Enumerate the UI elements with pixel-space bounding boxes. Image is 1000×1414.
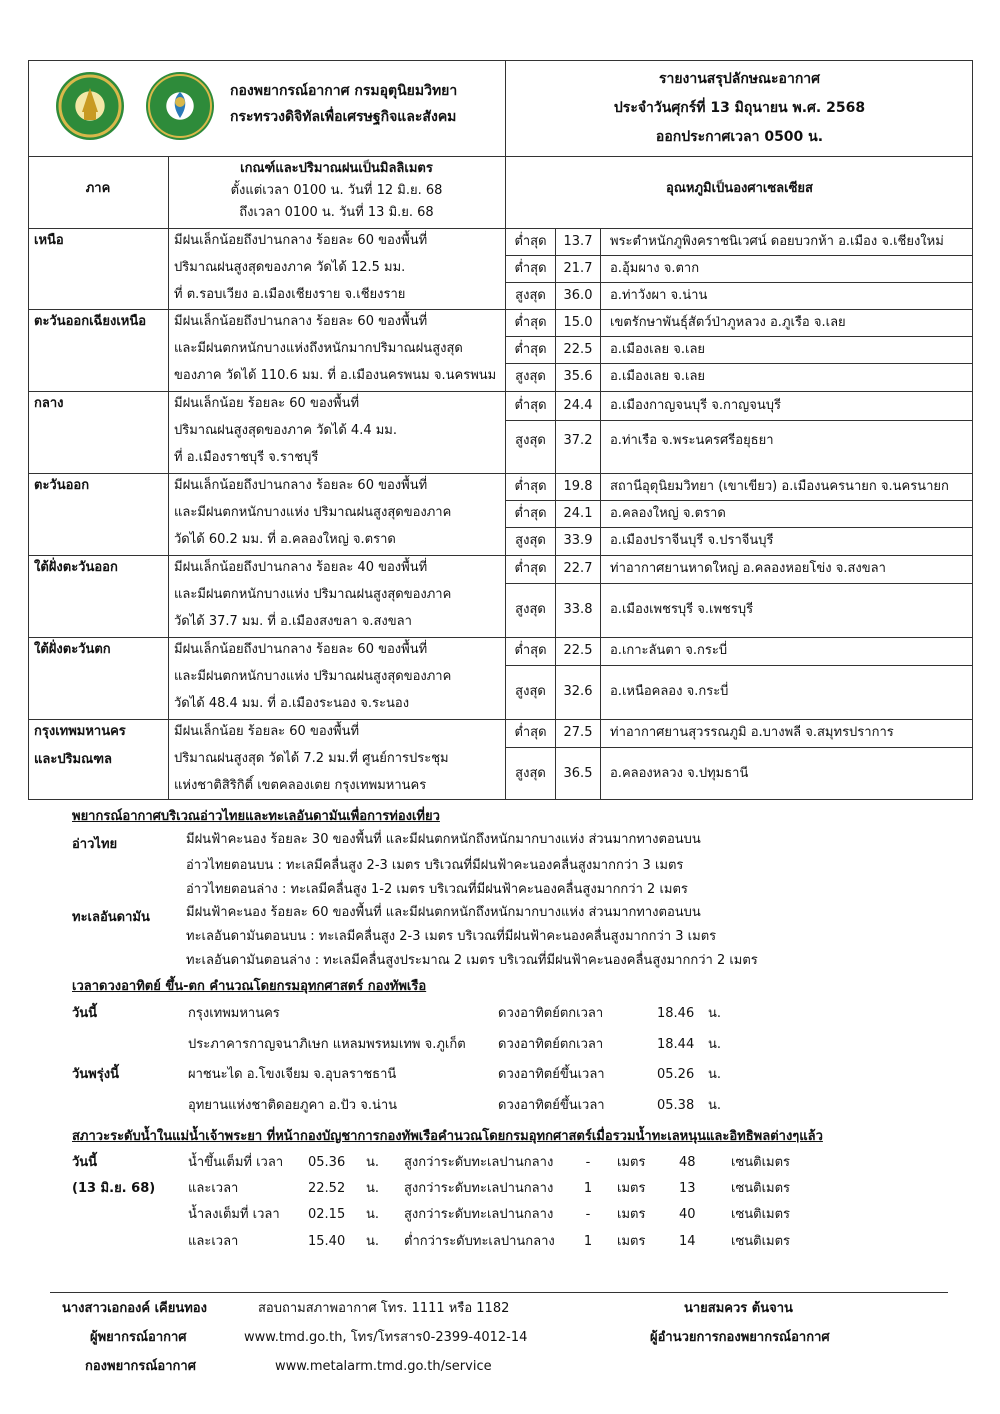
sun-time: 05.26	[657, 1067, 695, 1082]
temp-station: อ.เหนือคลอง จ.กระบี่	[610, 684, 729, 699]
region-name: ใต้ฝั่งตะวันออก	[34, 560, 118, 575]
temp-kind: สูงสุด	[515, 433, 546, 448]
sun-heading: เวลาดวงอาทิตย์ ขึ้น-ตก คำนวณโดยกรมอุทกศาสตร์ กองทัพเรือ	[72, 979, 427, 994]
col-region-header: ภาค	[85, 181, 111, 196]
gulf-label: อ่าวไทย	[72, 837, 118, 852]
rain-text: ที่ ต.รอบเวียง อ.เมืองเชียงราย จ.เชียงราย	[174, 287, 406, 302]
sun-event: ดวงอาทิตย์ขึ้นเวลา	[498, 1098, 605, 1113]
temp-kind: สูงสุด	[515, 766, 546, 781]
temp-kind: ต่ำสุด	[514, 261, 547, 276]
sun-unit: น.	[708, 1037, 722, 1052]
temp-kind: ต่ำสุด	[514, 725, 547, 740]
tide-time: 02.15	[308, 1207, 346, 1222]
tide-meters: -	[585, 1207, 591, 1222]
sun-place: ผาชนะได อ.โขงเจียม จ.อุบลราชธานี	[188, 1067, 397, 1082]
tide-cm: 48	[679, 1155, 696, 1170]
temp-value: 27.5	[563, 725, 593, 740]
rain-text: วัดได้ 48.4 มม. ที่ อ.เมืองระนอง จ.ระนอง	[174, 696, 410, 711]
sun-time: 18.46	[657, 1006, 695, 1021]
tide-time-unit: น.	[366, 1207, 380, 1222]
report-issue-time: ออกประกาศเวลา 0500 น.	[655, 129, 824, 145]
temp-kind: สูงสุด	[515, 684, 546, 699]
temp-value: 22.5	[563, 342, 593, 357]
rain-text: ของภาค วัดได้ 110.6 มม. ที่ อ.เมืองนครพนม จ.นครพนม	[174, 368, 497, 383]
temp-kind: ต่ำสุด	[514, 342, 547, 357]
region-name-line2: และปริมณฑล	[34, 752, 112, 767]
tide-heading: สภาวะระดับน้ำในแม่น้ำเจ้าพระยา ที่หน้ากองบัญชาการกองทัพเรือคำนวณโดยกรมอุทกศาสตร์เมื่อรวมน้ำทะเลหนุนและอิทธิพลต่างๆแล้ว	[72, 1129, 823, 1144]
org-line2: กระทรวงดิจิทัลเพื่อเศรษฐกิจและสังคม	[230, 109, 457, 125]
tide-relation: ต่ำกว่าระดับทะเลปานกลาง	[404, 1234, 555, 1249]
forecaster-dept: กองพยากรณ์อากาศ	[85, 1359, 196, 1374]
rain-text: มีฝนเล็กน้อยถึงปานกลาง ร้อยละ 60 ของพื้นที่	[174, 314, 428, 329]
temp-value: 36.0	[563, 288, 593, 303]
temp-value: 36.5	[563, 766, 593, 781]
tide-cm-unit: เซนติเมตร	[731, 1234, 791, 1249]
col-temp-header: อุณหภูมิเป็นองศาเซลเซียส	[666, 181, 813, 196]
sun-event: ดวงอาทิตย์ตกเวลา	[498, 1006, 604, 1021]
rain-text: และมีฝนตกหนักบางแห่ง ปริมาณฝนสูงสุดของภาค	[174, 669, 452, 684]
rain-text: วัดได้ 37.7 มม. ที่ อ.เมืองสงขลา จ.สงขลา	[174, 614, 412, 629]
temp-value: 24.1	[563, 506, 593, 521]
temp-value: 21.7	[563, 261, 593, 276]
region-name: ใต้ฝั่งตะวันตก	[34, 642, 111, 657]
sun-event: ดวงอาทิตย์ขึ้นเวลา	[498, 1067, 605, 1082]
region-name: ตะวันออก	[34, 478, 90, 493]
director-title: ผู้อำนวยการกองพยากรณ์อากาศ	[650, 1330, 830, 1345]
andaman-line: มีฝนฟ้าคะนอง ร้อยละ 60 ของพื้นที่ และมีฝนตกหนักถึงหนักมากบางแห่ง ส่วนมากทางตอนบน	[186, 905, 701, 920]
rain-text: มีฝนเล็กน้อย ร้อยละ 60 ของพื้นที่	[174, 396, 360, 411]
temp-value: 33.9	[563, 533, 593, 548]
rain-text: แห่งชาติสิริกิติ์ เขตคลองเตย กรุงเทพมหานคร	[174, 778, 427, 793]
temp-kind: สูงสุด	[515, 533, 546, 548]
temp-kind: ต่ำสุด	[514, 479, 547, 494]
rain-text: มีฝนเล็กน้อยถึงปานกลาง ร้อยละ 60 ของพื้นที่	[174, 233, 428, 248]
temp-station: อ.คลองใหญ่ จ.ตราด	[610, 506, 726, 521]
contact-web[interactable]: www.tmd.go.th, โทร/โทรสาร0-2399-4012-14	[244, 1330, 528, 1345]
tide-meters: -	[585, 1155, 591, 1170]
temp-station: อ.เกาะลันตา จ.กระบี่	[610, 643, 728, 658]
temp-value: 37.2	[563, 433, 593, 448]
andaman-line: ทะเลอันดามันตอนล่าง : ทะเลมีคลื่นสูงประมาณ 2 เมตร บริเวณที่มีฝนฟ้าคะนองคลื่นสูงมากกว่า 2 เมตร	[186, 953, 758, 968]
temp-value: 13.7	[563, 234, 593, 249]
tide-time-unit: น.	[366, 1155, 380, 1170]
tide-cm-unit: เซนติเมตร	[731, 1181, 791, 1196]
report-title: รายงานสรุปลักษณะอากาศ	[658, 71, 821, 87]
sun-event: ดวงอาทิตย์ตกเวลา	[498, 1037, 604, 1052]
sun-time: 18.44	[657, 1037, 695, 1052]
tide-meters-unit: เมตร	[617, 1155, 646, 1170]
tide-cm: 40	[679, 1207, 696, 1222]
tide-label: น้ำขึ้นเต็มที่ เวลา	[188, 1155, 284, 1170]
tide-label: น้ำลงเต็มที่ เวลา	[188, 1207, 280, 1222]
tide-meters-unit: เมตร	[617, 1181, 646, 1196]
tide-cm-unit: เซนติเมตร	[731, 1207, 791, 1222]
rain-text: มีฝนเล็กน้อยถึงปานกลาง ร้อยละ 40 ของพื้นที่	[174, 560, 428, 575]
gulf-line: อ่าวไทยตอนบน : ทะเลมีคลื่นสูง 2-3 เมตร บริเวณที่มีฝนฟ้าคะนองคลื่นสูงมากกว่า 3 เมตร	[186, 858, 684, 873]
temp-value: 19.8	[563, 479, 593, 494]
temp-value: 24.4	[563, 398, 593, 413]
temp-station: อ.เมืองเลย จ.เลย	[610, 342, 706, 357]
temp-value: 33.8	[563, 602, 593, 617]
region-name: กรุงเทพมหานคร	[34, 724, 126, 739]
rain-text: ปริมาณฝนสูงสุดของภาค วัดได้ 4.4 มม.	[174, 423, 397, 438]
temp-kind: สูงสุด	[515, 288, 546, 303]
rain-text: ปริมาณฝนสูงสุด วัดได้ 7.2 มม.ที่ ศูนย์การประชุม	[174, 751, 449, 766]
rain-text: มีฝนเล็กน้อย ร้อยละ 60 ของพื้นที่	[174, 724, 360, 739]
andaman-line: ทะเลอันดามันตอนบน : ทะเลมีคลื่นสูง 2-3 เมตร บริเวณที่มีฝนฟ้าคะนองคลื่นสูงมากกว่า 3 เมตร	[186, 929, 717, 944]
temp-station: เขตรักษาพันธุ์สัตว์ป่าภูหลวง อ.ภูเรือ จ.เลย	[610, 315, 846, 330]
temp-kind: ต่ำสุด	[514, 561, 547, 576]
sun-unit: น.	[708, 1098, 722, 1113]
rain-text: ปริมาณฝนสูงสุดของภาค วัดได้ 12.5 มม.	[174, 260, 406, 275]
gulf-line: อ่าวไทยตอนล่าง : ทะเลมีคลื่นสูง 1-2 เมตร บริเวณที่มีฝนฟ้าคะนองคลื่นสูงมากกว่า 2 เมตร	[186, 882, 688, 897]
temp-station: ท่าอากาศยานสุวรรณภูมิ อ.บางพลี จ.สมุทรปราการ	[610, 725, 894, 740]
temp-kind: สูงสุด	[515, 602, 546, 617]
forecaster-title: ผู้พยากรณ์อากาศ	[90, 1330, 187, 1345]
tide-cm: 14	[679, 1234, 696, 1249]
tide-relation: สูงกว่าระดับทะเลปานกลาง	[404, 1181, 554, 1196]
tide-day-label: วันนี้	[72, 1155, 98, 1170]
gulf-line: มีฝนฟ้าคะนอง ร้อยละ 30 ของพื้นที่ และมีฝนตกหนักถึงหนักมากบางแห่ง ส่วนมากทางตอนบน	[186, 832, 701, 847]
andaman-label: ทะเลอันดามัน	[72, 910, 150, 925]
rain-text: วัดได้ 60.2 มม. ที่ อ.คลองใหญ่ จ.ตราด	[174, 532, 396, 547]
region-name: กลาง	[34, 396, 64, 411]
col-rain-header: เกณฑ์และปริมาณฝนเป็นมิลลิเมตร	[240, 161, 433, 176]
sun-time: 05.38	[657, 1098, 695, 1113]
tide-relation: สูงกว่าระดับทะเลปานกลาง	[404, 1155, 554, 1170]
sun-place: อุทยานแห่งชาติดอยภูคา อ.ปัว จ.น่าน	[188, 1098, 398, 1113]
tide-meters-unit: เมตร	[617, 1234, 646, 1249]
rain-text: และมีฝนตกหนักบางแห่ง ปริมาณฝนสูงสุดของภาค	[174, 505, 452, 520]
temp-station: อ.เมืองเพชรบุรี จ.เพชรบุรี	[610, 602, 754, 617]
temp-kind: ต่ำสุด	[514, 398, 547, 413]
tide-time: 05.36	[308, 1155, 346, 1170]
temp-station: อ.ท่าวังผา จ.น่าน	[610, 288, 708, 303]
temp-kind: ต่ำสุด	[514, 506, 547, 521]
temp-station: อ.เมืองปราจีนบุรี จ.ปราจีนบุรี	[610, 533, 774, 548]
report-date: ประจำวันศุกร์ที่ 13 มิถุนายน พ.ศ. 2568	[613, 100, 866, 116]
temp-kind: ต่ำสุด	[514, 643, 547, 658]
temp-kind: ต่ำสุด	[514, 234, 547, 249]
temp-kind: สูงสุด	[515, 369, 546, 384]
tide-cm: 13	[679, 1181, 696, 1196]
org-line1: กองพยากรณ์อากาศ กรมอุตุนิยมวิทยา	[230, 83, 458, 99]
rain-text: และมีฝนตกหนักบางแห่งถึงหนักมากปริมาณฝนสูงสุด	[174, 341, 463, 356]
tide-time-unit: น.	[366, 1181, 380, 1196]
tide-relation: สูงกว่าระดับทะเลปานกลาง	[404, 1207, 554, 1222]
temp-station: อ.คลองหลวง จ.ปทุมธานี	[610, 766, 749, 781]
rain-text: และมีฝนตกหนักบางแห่ง ปริมาณฝนสูงสุดของภาค	[174, 587, 452, 602]
sun-place: ประภาคารกาญจนาภิเษก แหลมพรหมเทพ จ.ภูเก็ต	[188, 1037, 466, 1052]
col-rain-period-start: ตั้งแต่เวลา 0100 น. วันที่ 12 มิ.ย. 68	[230, 183, 443, 198]
temp-value: 35.6	[563, 369, 593, 384]
sea-heading: พยากรณ์อากาศบริเวณอ่าวไทยและทะเลอันดามันเพื่อการท่องเที่ยว	[72, 809, 440, 824]
director-name: นายสมควร ต้นจาน	[684, 1301, 793, 1316]
temp-station: สถานีอุตุนิยมวิทยา (เขาเขียว) อ.เมืองนครนายก จ.นครนายก	[610, 479, 949, 494]
tide-meters-unit: เมตร	[617, 1207, 646, 1222]
tide-date-label: (13 มิ.ย. 68)	[72, 1181, 156, 1196]
temp-value: 32.6	[563, 684, 593, 699]
region-name: เหนือ	[34, 233, 64, 248]
contact-service-link[interactable]: www.metalarm.tmd.go.th/service	[275, 1359, 492, 1374]
temp-station: พระตำหนักภูพิงคราชนิเวศน์ ดอยบวกห้า อ.เมือง จ.เชียงใหม่	[610, 234, 944, 249]
tide-meters: 1	[583, 1181, 593, 1196]
sun-tomorrow-label: วันพรุ่งนี้	[72, 1067, 119, 1082]
rain-text: มีฝนเล็กน้อยถึงปานกลาง ร้อยละ 60 ของพื้นที่	[174, 478, 428, 493]
col-rain-period-end: ถึงเวลา 0100 น. วันที่ 13 มิ.ย. 68	[239, 205, 434, 220]
region-name: ตะวันออกเฉียงเหนือ	[34, 314, 147, 329]
temp-station: อ.อุ้มผาง จ.ตาก	[610, 261, 700, 276]
rain-text: ที่ อ.เมืองราชบุรี จ.ราชบุรี	[174, 450, 319, 465]
sun-today-label: วันนี้	[72, 1006, 98, 1021]
temp-station: อ.ท่าเรือ จ.พระนครศรีอยุธยา	[610, 433, 774, 448]
contact-phone: สอบถามสภาพอากาศ โทร. 1111 หรือ 1182	[258, 1301, 510, 1316]
sun-unit: น.	[708, 1006, 722, 1021]
temp-station: อ.เมืองเลย จ.เลย	[610, 369, 706, 384]
temp-value: 22.5	[563, 643, 593, 658]
tide-time: 22.52	[308, 1181, 346, 1196]
rain-text: มีฝนเล็กน้อยถึงปานกลาง ร้อยละ 60 ของพื้นที่	[174, 642, 428, 657]
tide-cm-unit: เซนติเมตร	[731, 1155, 791, 1170]
temp-value: 15.0	[563, 315, 593, 330]
temp-value: 22.7	[563, 561, 593, 576]
tide-meters: 1	[583, 1234, 593, 1249]
tide-label: และเวลา	[188, 1234, 239, 1249]
sun-place: กรุงเทพมหานคร	[188, 1006, 280, 1021]
tide-time-unit: น.	[366, 1234, 380, 1249]
tide-label: และเวลา	[188, 1181, 239, 1196]
tide-time: 15.40	[308, 1234, 346, 1249]
temp-station: อ.เมืองกาญจนบุรี จ.กาญจนบุรี	[610, 398, 781, 413]
forecaster-name: นางสาวเอกองค์ เคียนทอง	[62, 1301, 207, 1316]
temp-kind: ต่ำสุด	[514, 315, 547, 330]
sun-unit: น.	[708, 1067, 722, 1082]
temp-station: ท่าอากาศยานหาดใหญ่ อ.คลองหอยโข่ง จ.สงขลา	[610, 561, 886, 576]
